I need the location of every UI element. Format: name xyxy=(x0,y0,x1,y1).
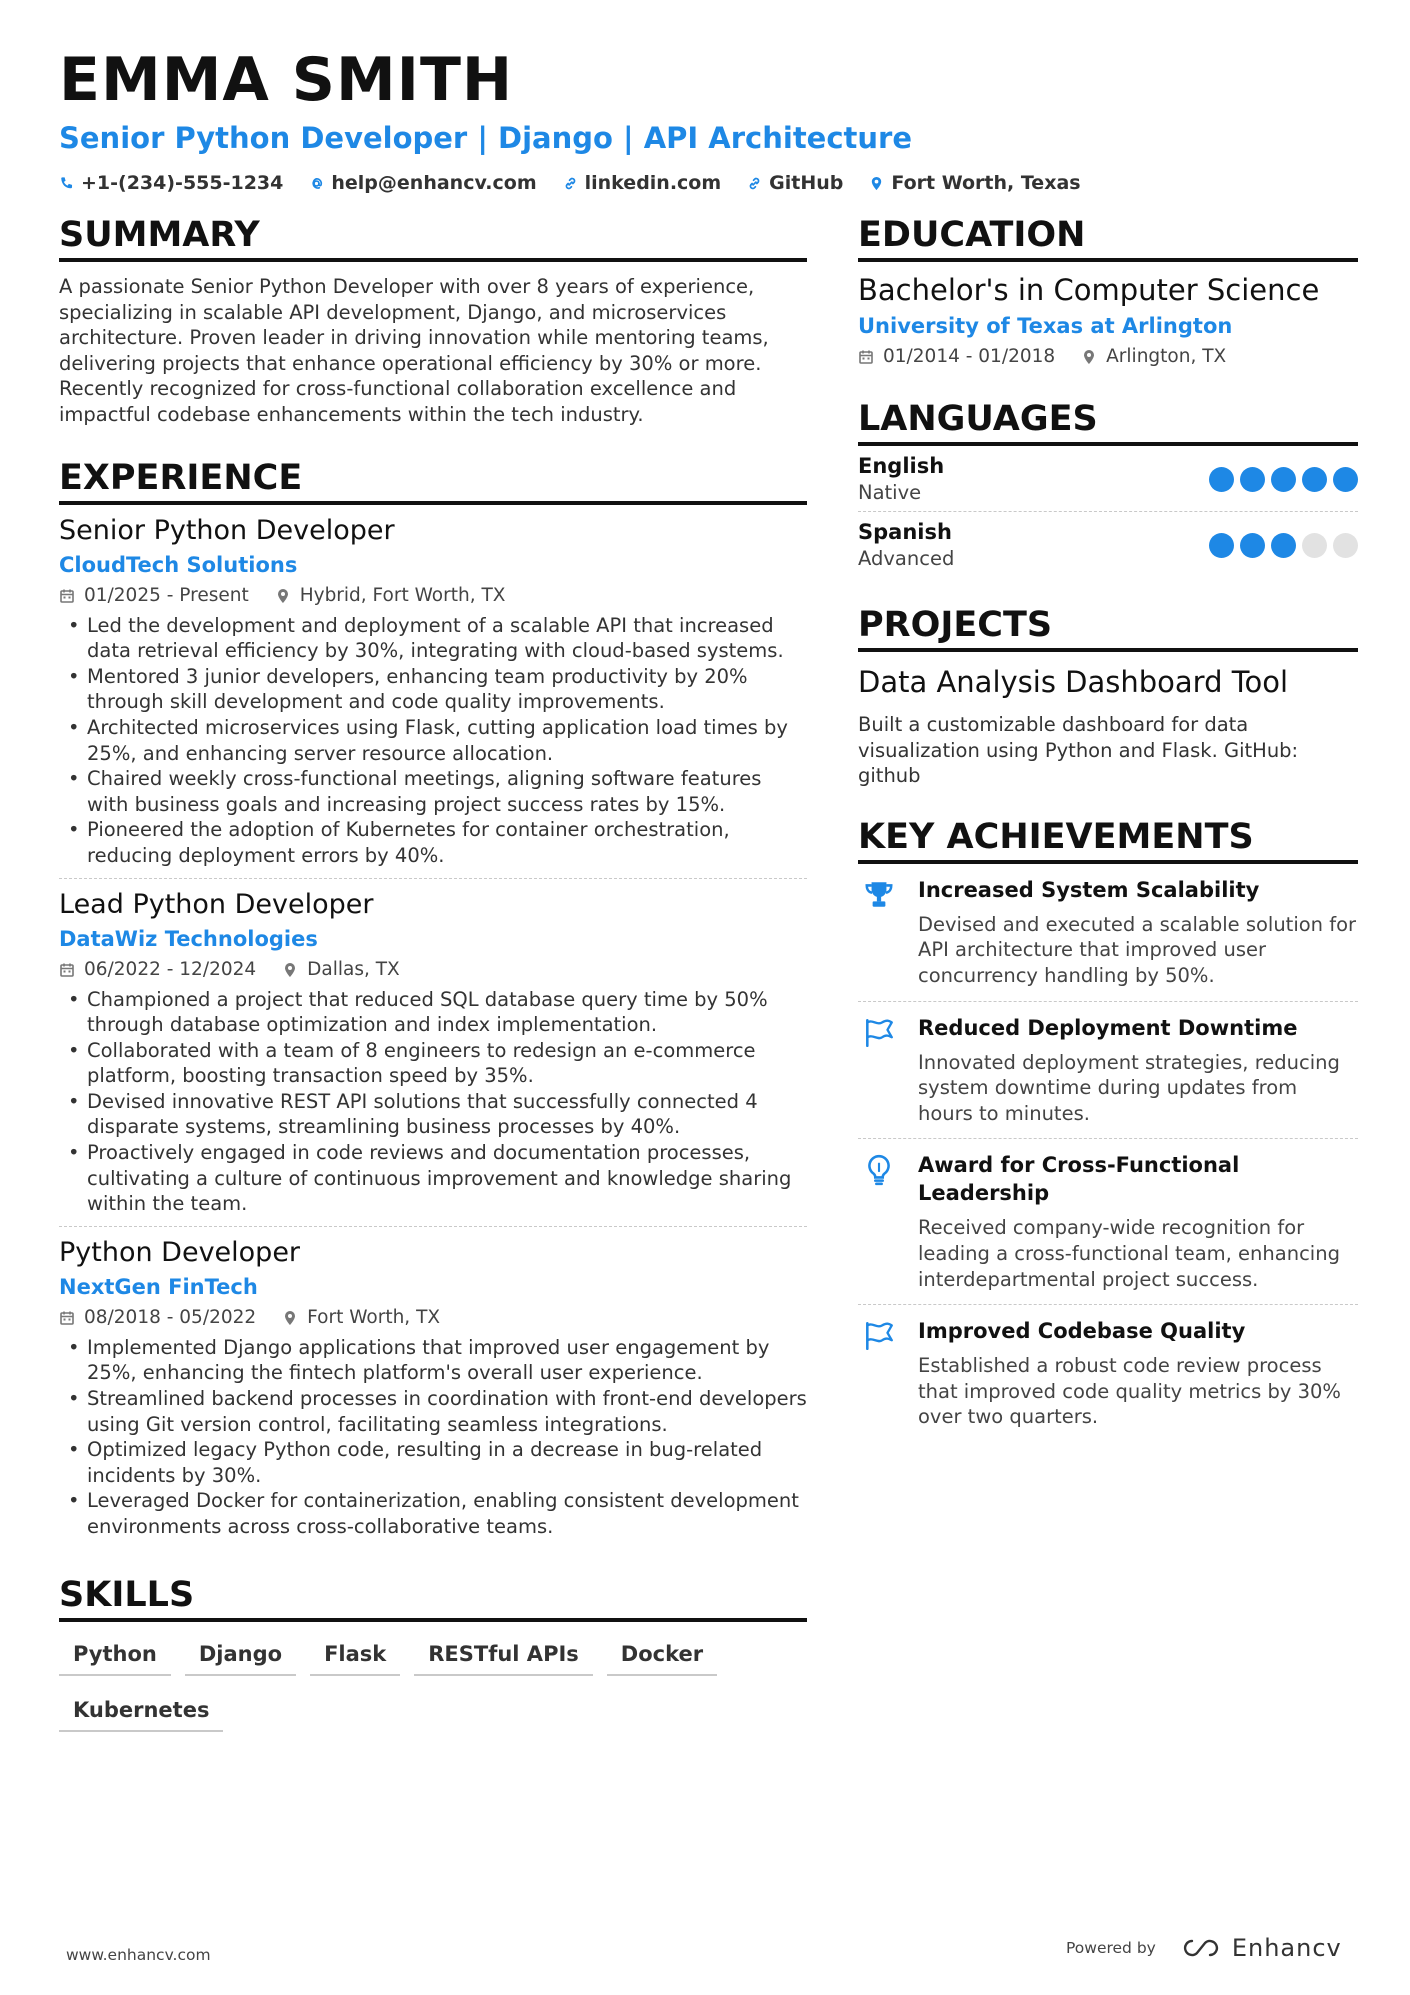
enhancv-logo-icon xyxy=(1182,1936,1226,1960)
calendar-icon xyxy=(59,1310,75,1326)
experience-section xyxy=(59,456,807,1549)
skills-section xyxy=(59,1573,807,1732)
flag-icon xyxy=(862,1016,896,1050)
achievement-item xyxy=(858,1139,1358,1305)
job-bullets xyxy=(59,987,807,1217)
job-dates-text: 08/2018 - 05/2022 xyxy=(84,1306,257,1328)
contact-location xyxy=(869,172,1080,194)
language-name: Spanish xyxy=(858,520,952,544)
job-bullets xyxy=(59,613,807,869)
summary-text: A passionate Senior Python Developer with over 8 years of experience, specializing in scalable API development, Django, and microservices architecture. Proven leader in driving innovation while mentoring teams, delivering projects that enhance operational efficiency by 30% or more. Recently recognized for cross-functional collaboration excellence and impactful codebase enhancements within the tech industry. xyxy=(59,275,769,426)
projects-heading: PROJECTS xyxy=(858,603,1358,652)
job-bullet: • Championed a project that reduced SQL database query time by 50% through database optimization and index implementation. xyxy=(59,987,807,1038)
achievement-body xyxy=(918,1151,1358,1292)
skill-tag: Docker xyxy=(607,1636,717,1676)
contact-email-text: help@enhancv.com xyxy=(331,172,537,194)
language-row xyxy=(858,446,1358,512)
lightbulb-icon xyxy=(862,1153,896,1187)
contact-github[interactable] xyxy=(747,172,843,194)
skill-tag: Kubernetes xyxy=(59,1692,223,1732)
trophy-icon xyxy=(862,878,896,912)
skill-tag: Flask xyxy=(310,1636,400,1676)
job-location-text: Fort Worth, TX xyxy=(307,1306,441,1328)
achievement-icon-wrap xyxy=(858,1014,900,1127)
job-dates-text: 06/2022 - 12/2024 xyxy=(84,958,257,980)
job-location-text: Hybrid, Fort Worth, TX xyxy=(299,584,506,606)
achievement-title: Reduced Deployment Downtime xyxy=(918,1015,1298,1040)
job-entry xyxy=(59,513,807,879)
achievement-description: Devised and executed a scalable solution for API architecture that improved user concurrency handling by 50%. xyxy=(918,912,1357,987)
language-level: Native xyxy=(858,481,922,504)
education-dates xyxy=(858,343,1055,371)
skill-tag: RESTful APIs xyxy=(414,1636,593,1676)
rating-dot xyxy=(1333,533,1358,558)
powered-by-label: Powered by xyxy=(1066,1939,1156,1957)
language-rating xyxy=(1209,533,1358,558)
rating-dot xyxy=(1302,533,1327,558)
achievement-description: Received company-wide recognition for leading a cross-functional team, enhancing interdepartmental project success. xyxy=(918,1216,1340,1291)
location-icon xyxy=(282,1310,298,1326)
rating-dot xyxy=(1240,533,1265,558)
achievement-description: Innovated deployment strategies, reducing system downtime during updates from hours to minutes. xyxy=(918,1050,1340,1125)
job-bullet: • Optimized legacy Python code, resulting in a decrease in bug-related incidents by 30%. xyxy=(59,1437,807,1488)
education-location-text: Arlington, TX xyxy=(1106,346,1227,367)
at-icon xyxy=(309,176,324,191)
location-icon xyxy=(282,962,298,978)
summary-heading: SUMMARY xyxy=(59,213,807,262)
achievements-section xyxy=(858,815,1358,1442)
achievement-item xyxy=(858,1002,1358,1140)
job-dates xyxy=(59,956,256,984)
location-icon xyxy=(869,176,884,191)
contact-linkedin-text: linkedin.com xyxy=(584,172,722,194)
contact-phone-text: +1-(234)-555-1234 xyxy=(81,172,284,194)
education-dates-text: 01/2014 - 01/2018 xyxy=(883,346,1056,367)
achievement-title: Award for Cross-Functional Leadership xyxy=(918,1153,1240,1206)
calendar-icon xyxy=(858,349,874,365)
rating-dot xyxy=(1271,467,1296,492)
job-bullet: • Streamlined backend processes in coordination with front-end developers using Git version control, facilitating seamless integrations. xyxy=(59,1386,807,1437)
left-column xyxy=(59,213,807,1732)
skill-tag: Django xyxy=(185,1636,296,1676)
project-description: Built a customizable dashboard for data visualization using Python and Flask. GitHub: github xyxy=(858,713,1299,788)
job-bullet: • Collaborated with a team of 8 engineers to redesign an e-commerce platform, boosting transaction speed by 35%. xyxy=(59,1038,807,1089)
contact-email[interactable] xyxy=(309,172,536,194)
education-degree: Bachelor's in Computer Science xyxy=(858,273,1320,307)
contact-bar xyxy=(59,172,1359,194)
location-icon xyxy=(1081,349,1097,365)
rating-dot xyxy=(1302,467,1327,492)
phone-icon xyxy=(59,176,74,191)
job-bullet: • Implemented Django applications that improved user engagement by 25%, enhancing the fintech platform's overall user experience. xyxy=(59,1335,807,1386)
footer-website[interactable]: www.enhancv.com xyxy=(66,1946,211,1964)
job-dates xyxy=(59,582,249,610)
rating-dot xyxy=(1209,533,1234,558)
contact-location-text: Fort Worth, Texas xyxy=(891,172,1081,194)
achievement-body xyxy=(918,1014,1358,1127)
skill-tag: Python xyxy=(59,1636,171,1676)
languages-heading: LANGUAGES xyxy=(858,397,1358,446)
job-bullet: • Leveraged Docker for containerization, enabling consistent development environments across cross-collaborative teams. xyxy=(59,1488,807,1539)
achievement-icon-wrap xyxy=(858,876,900,989)
education-location xyxy=(1081,343,1226,371)
contact-github-text: GitHub xyxy=(769,172,844,194)
achievement-item xyxy=(858,864,1358,1002)
rating-dot xyxy=(1271,533,1296,558)
job-title: Senior Python Developer xyxy=(59,514,395,546)
skills-list xyxy=(59,1636,779,1732)
achievement-body xyxy=(918,876,1358,989)
job-bullet: • Mentored 3 junior developers, enhancing team productivity by 20% through skill development and code quality improvements. xyxy=(59,664,807,715)
brand-name: Enhancv xyxy=(1231,1934,1342,1962)
calendar-icon xyxy=(59,962,75,978)
achievement-description: Established a robust code review process that improved code quality metrics by 30% over two quarters. xyxy=(918,1354,1341,1429)
brand-logo[interactable] xyxy=(1182,1934,1342,1962)
resume-header xyxy=(59,44,1359,194)
job-bullet: • Led the development and deployment of a scalable API that increased data retrieval efficiency by 30%, integrating with cloud-based systems. xyxy=(59,613,807,664)
right-column xyxy=(858,213,1358,1442)
experience-heading: EXPERIENCE xyxy=(59,456,807,505)
job-location xyxy=(282,1304,440,1332)
flag-icon xyxy=(862,1319,896,1353)
contact-linkedin[interactable] xyxy=(563,172,722,194)
job-location xyxy=(275,582,506,610)
language-row xyxy=(858,512,1358,577)
job-entry xyxy=(59,1235,807,1549)
achievement-item xyxy=(858,1305,1358,1442)
candidate-title: Senior Python Developer | Django | API Architecture xyxy=(59,121,913,155)
location-icon xyxy=(275,588,291,604)
job-title: Lead Python Developer xyxy=(59,888,374,920)
company-name[interactable]: NextGen FinTech xyxy=(59,1274,258,1299)
job-location-text: Dallas, TX xyxy=(307,958,400,980)
job-location xyxy=(282,956,400,984)
skills-heading: SKILLS xyxy=(59,1573,807,1622)
calendar-icon xyxy=(59,588,75,604)
link-icon xyxy=(747,176,762,191)
education-section xyxy=(858,213,1358,371)
job-bullet: • Architected microservices using Flask, cutting application load times by 25%, and enhancing server resource allocation. xyxy=(59,715,807,766)
company-name[interactable]: DataWiz Technologies xyxy=(59,926,318,951)
achievement-title: Improved Codebase Quality xyxy=(918,1319,1246,1344)
language-level: Advanced xyxy=(858,547,955,570)
language-info xyxy=(858,518,954,572)
summary-section xyxy=(59,213,807,428)
job-meta xyxy=(59,582,807,610)
job-bullet: • Pioneered the adoption of Kubernetes for container orchestration, reducing deployment errors by 40%. xyxy=(59,817,807,868)
job-entry xyxy=(59,887,807,1227)
job-bullet: • Chaired weekly cross-functional meetings, aligning software features with business goals and increasing project success rates by 15%. xyxy=(59,766,807,817)
education-meta xyxy=(858,343,1358,371)
footer-branding xyxy=(1066,1934,1342,1962)
job-dates-text: 01/2025 - Present xyxy=(84,584,249,606)
language-name: English xyxy=(858,454,945,478)
projects-section xyxy=(858,603,1358,789)
job-meta xyxy=(59,956,807,984)
rating-dot xyxy=(1240,467,1265,492)
project-title: Data Analysis Dashboard Tool xyxy=(858,665,1289,699)
language-info xyxy=(858,452,944,506)
contact-phone[interactable] xyxy=(59,172,283,194)
language-rating xyxy=(1209,467,1358,492)
education-heading: EDUCATION xyxy=(858,213,1358,262)
job-bullet: • Devised innovative REST API solutions that successfully connected 4 disparate systems, streamlining business processes by 40%. xyxy=(59,1089,807,1140)
achievement-icon-wrap xyxy=(858,1151,900,1292)
achievement-body xyxy=(918,1317,1358,1430)
job-bullet: • Proactively engaged in code reviews and documentation processes, cultivating a culture of continuous improvement and knowledge sharing within the team. xyxy=(59,1140,807,1217)
link-icon xyxy=(563,176,578,191)
achievements-heading: KEY ACHIEVEMENTS xyxy=(858,815,1358,864)
job-title: Python Developer xyxy=(59,1236,301,1268)
achievement-title: Increased System Scalability xyxy=(918,877,1260,902)
languages-section xyxy=(858,397,1358,577)
job-meta xyxy=(59,1304,807,1332)
rating-dot xyxy=(1209,467,1234,492)
candidate-name: EMMA SMITH xyxy=(59,45,514,115)
education-school[interactable]: University of Texas at Arlington xyxy=(858,314,1233,338)
job-bullets xyxy=(59,1335,807,1540)
rating-dot xyxy=(1333,467,1358,492)
company-name[interactable]: CloudTech Solutions xyxy=(59,552,298,577)
achievement-icon-wrap xyxy=(858,1317,900,1430)
job-dates xyxy=(59,1304,256,1332)
